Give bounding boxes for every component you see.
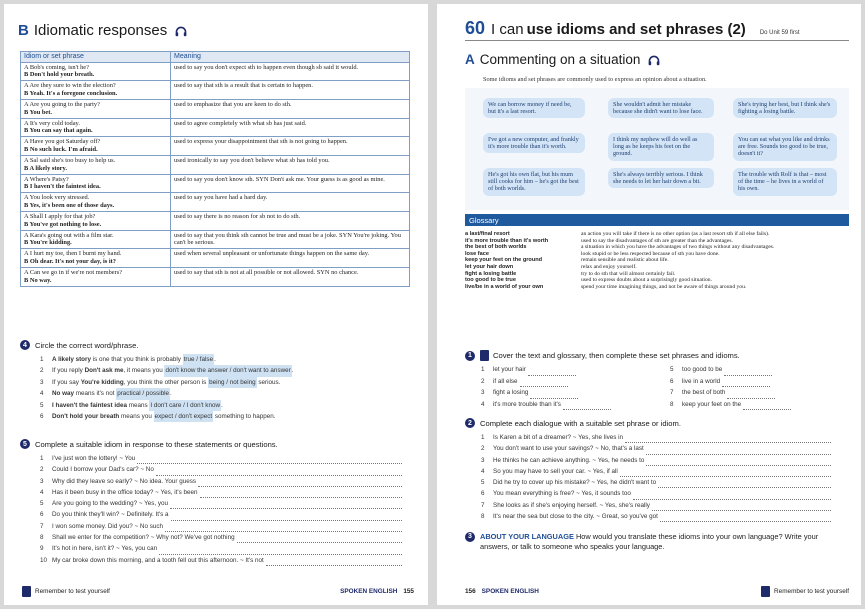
exercise-number: 5 [20,439,30,449]
speaker-a-line: A Are they sure to win the election? [24,82,116,90]
answer-options[interactable]: being / not being [208,377,257,388]
item-prompt: Has it been busy in the office today? ~ Yes, it's been [52,488,198,496]
section-a-heading [465,52,661,67]
section-b-heading [18,22,188,39]
exercise-item [481,477,831,488]
idiom-cell [21,174,171,193]
table-row [21,174,410,193]
item-number: 9 [40,545,44,553]
meaning-cell: used to agree completely with what sb has just said. [171,118,410,137]
answer-options[interactable]: don't know the answer / don't want to answer [164,365,291,376]
glossary-term: let your hair down [465,263,514,270]
exercise-item [40,543,402,554]
speaker-b-line: B You can say that again. [24,127,93,135]
answer-options[interactable]: practical / possible [116,388,170,399]
item-number: 2 [481,377,485,385]
glossary-entry [465,257,849,264]
exercise-number: 3 [465,532,475,542]
footer-reminder: Remember to test yourself [35,588,110,595]
item-number: 3 [481,456,485,464]
speaker-b-line: B You're kidding. [24,239,72,247]
speaker-a-line: A Have you got Saturday off? [24,138,101,146]
glossary-term: lose face [465,250,489,257]
table-row [21,268,410,287]
glossary-entry [465,284,849,291]
speech-bubble: You can eat what you like and drinks are free. Sounds too good to be true, doesn't it? [733,133,837,161]
meaning-cell: used to say you have had a hard day. [171,193,410,212]
left-page [4,4,428,605]
glossary-definition: used to say the disadvantages of sth are greater than the advantages. [581,237,733,244]
answer-blank[interactable] [743,404,791,410]
table-row [21,99,410,118]
page-number: 155 [403,588,414,595]
exercise-5-heading [20,439,278,449]
unit-note: Do Unit 59 first [759,30,800,36]
glossary-definition: relax and enjoy yourself. [581,263,637,270]
exercise-item [40,453,402,464]
item-number: 2 [40,367,44,375]
exercise-2-heading [465,418,681,428]
exercise-4-heading [20,340,138,350]
table-row [21,118,410,137]
glossary-definition: try to do sth that will almost certainly fail. [581,270,676,277]
table-row [21,81,410,100]
speaker-a-line: A Can we go in if we're not members? [24,269,123,277]
meaning-cell: used when several unpleasant or unfortunate things happen on the same day. [171,249,410,268]
item-number: 10 [40,556,48,564]
idiom-cell [21,230,171,249]
exercise-item [670,387,841,399]
speaker-a-line: A Bob's coming, isn't he? [24,63,89,71]
item-number: 4 [481,400,485,408]
item-number: 7 [481,501,485,509]
item-prompt: She looks as if she's enjoying herself. ~ Yes, she's really [493,501,650,509]
item-text: . [214,356,216,363]
unit-title-prefix: I can [491,21,524,38]
unit-number: 60 [465,18,486,38]
item-number: 4 [40,488,44,496]
exercise-4-list [40,354,410,422]
exercise-item [481,443,831,454]
item-text: , it means you [123,367,165,375]
answer-blank[interactable] [652,505,831,511]
speaker-b-line: B Yes, it's been one of those days. [24,202,115,209]
exercise-item [40,464,402,475]
item-number: 6 [481,490,485,498]
idiom-text: I haven't the faintest idea [52,401,127,409]
speech-bubble: I think my nephew will do well as long as he keeps his feet on the ground. [608,133,714,161]
right-footer [465,586,849,597]
speaker-a-line: A It's very cold today. [24,119,80,127]
exercise-item [40,476,402,487]
item-text: , you think the other person is [123,378,209,386]
item-prompt: You mean everything is free? ~ Yes, it sounds too [493,490,631,498]
answer-blank[interactable] [198,481,402,487]
item-text: means it's not [74,390,117,398]
idiom-cell [21,62,171,81]
item-prompt: if all else [493,377,518,385]
answer-blank[interactable] [266,560,402,566]
exercise-item [40,377,410,388]
glossary-entry [465,264,849,271]
meaning-cell: used to say that sth is not at all possible or not allowed. SYN no chance. [171,268,410,287]
exercise-number: 2 [465,418,475,428]
idiom-cell [21,268,171,287]
idiom-cell [21,81,171,100]
answer-blank[interactable] [200,492,403,498]
item-number: 5 [40,500,44,508]
item-text: . [221,401,223,409]
glossary-term: it's more trouble than it's worth [465,237,549,244]
idiom-cell [21,118,171,137]
item-prompt: fight a losing [493,389,529,396]
item-prompt: You don't want to use your savings? ~ No, that's a last [493,445,644,453]
speech-bubbles-panel [465,88,849,210]
exercise-item [40,411,410,422]
exercise-5-list [40,453,402,566]
item-number: 4 [40,390,44,398]
table-row [21,156,410,175]
idiom-cell [21,137,171,156]
exercise-title: Cover the text and glossary, then complete these set phrases and idioms. [493,351,740,360]
item-number: 1 [40,455,44,462]
answer-blank[interactable] [658,482,831,488]
exercise-item [40,388,410,399]
meaning-cell: used to say there is no reason for sb not to do sth. [171,212,410,231]
answer-blank[interactable] [646,449,831,455]
speaker-b-line: B No such luck. I'm afraid. [24,145,98,153]
meaning-cell: used ironically to say you don't believe what sb has told you. [171,156,410,175]
speaker-b-line: B A likely story. [24,164,67,172]
idiom-cell [21,249,171,268]
item-number: 3 [40,477,44,485]
item-text: If you say [52,378,81,386]
item-prompt: the best of both [682,389,726,396]
exercise-item [481,399,652,411]
item-prompt: Why did they leave so early? ~ No idea. Your guess [52,477,197,485]
idiom-text: You're kidding [80,378,124,386]
idiom-cell [21,156,171,175]
exercise-1-heading [465,350,740,361]
idioms-table [20,51,410,287]
audio-icon[interactable] [174,25,188,37]
item-number: 6 [40,511,44,519]
exercise-label: ABOUT YOUR LANGUAGE [480,532,574,541]
speaker-b-line: B You bet. [24,108,52,116]
item-prompt: I've just won the lottery! ~ You [52,455,136,462]
glossary-entry [465,231,849,238]
speaker-b-line: B Don't hold your breath. [24,71,95,79]
right-page [437,4,861,605]
speaker-a-line: A Are you going to the party? [24,100,100,108]
item-prompt: Are you going to the wedding? ~ Yes, you [52,500,169,508]
speaker-b-line: B You've got nothing to lose. [24,220,102,228]
item-prompt: It's hot in here, isn't it? ~ Yes, you can [52,545,158,553]
speech-bubble: The trouble with Rolf is that – most of the time – he lives in a world of his own. [733,168,837,196]
item-number: 1 [481,434,485,441]
glossary-entry [465,271,849,278]
exercise-item [670,376,841,388]
answer-blank[interactable] [646,460,831,466]
glossary-definition: spend your time imagining things, and not be aware of things around you. [581,283,747,290]
exercise-item [481,500,831,511]
item-number: 5 [40,401,44,409]
exercise-item [670,364,841,376]
item-prompt: Could I borrow your Dad's car? ~ No [52,466,154,474]
glossary-definition: used to express doubts about a surprisingly good situation. [581,277,712,284]
glossary-term: the best of both worlds [465,244,527,251]
glossary-definition: a situation in which you have the advantages of two things without any disadvantages. [581,244,775,251]
footer-section: SPOKEN ENGLISH [481,588,539,595]
item-number: 6 [670,377,674,385]
item-prompt: Did he try to cover up his mistake? ~ Yes, he didn't want to [493,479,657,487]
exercise-item [40,400,410,411]
section-title: Commenting on a situation [479,52,641,67]
exercise-text: How would you translate these idioms into your own language? Write your answers, or talk to someone who speaks your language. [480,532,819,551]
item-prompt: It's near the sea but close to the city. ~ Great, so you've got [493,513,658,521]
table-row [21,249,410,268]
glossary-term: a last/final resort [465,231,510,237]
item-number: 3 [481,389,485,396]
speaker-b-line: B Yeah. It's a foregone conclusion. [24,89,118,97]
exercise-item [481,432,831,443]
glossary-term: keep your feet on the ground [465,257,543,264]
speech-bubble: We can borrow money if need be, but it's a last resort. [483,98,585,118]
answer-blank[interactable] [625,437,831,443]
exercise-item [40,487,402,498]
idiom-text: No way [52,390,75,398]
idiom-text: Don't ask me [84,367,124,375]
table-row [21,212,410,231]
glossary-entry [465,277,849,284]
exercise-item [481,387,652,399]
exercise-item [40,498,402,509]
meaning-cell: used to emphasize that you are keen to do sth. [171,99,410,118]
meaning-cell: used to say that sth is a result that is certain to happen. [171,81,410,100]
item-prompt: live in a world [682,377,721,385]
item-prompt: I won some money. Did you? ~ No such [52,522,164,530]
idiom-cell [21,193,171,212]
book-icon [22,586,31,597]
speech-bubble: She's trying her best, but I think she's fighting a losing battle. [733,98,837,118]
footer-section: SPOKEN ENGLISH [340,588,398,595]
item-text: means you [119,413,154,421]
exercise-item [481,364,652,376]
idiom-text: Don't hold your breath [52,413,120,421]
answer-blank[interactable] [660,516,831,522]
exercise-item [670,399,841,411]
item-number: 8 [481,513,485,521]
exercise-title: Circle the correct word/phrase. [35,340,139,350]
answer-blank[interactable] [563,404,611,410]
glossary-definition: remain sensible and realistic about life. [581,257,669,264]
item-prompt: too good to be [682,366,723,373]
item-number: 2 [40,466,44,474]
speaker-a-line: A Shall I apply for that job? [24,213,96,221]
table-row [21,62,410,81]
exercise-item [40,555,402,566]
exercise-title: Complete a suitable idiom in response to these statements or questions. [35,439,278,449]
unit-title [465,18,800,39]
item-prompt: it's more trouble than it's [493,400,561,408]
item-prompt: Shall we enter for the competition? ~ Why not? We've got nothing [52,534,235,542]
speaker-a-line: A Sal said she's too busy to help us. [24,157,116,165]
speech-bubble: She wouldn't admit her mistake because she didn't want to lose face. [608,98,714,118]
meaning-cell: used to say you don't expect sth to happen even though sb said it would. [171,62,410,81]
answer-blank[interactable] [237,537,402,543]
item-number: 5 [670,366,674,373]
idiom-cell [21,212,171,231]
glossary-list [465,231,849,290]
meaning-cell: used to express your disappointment that sth is not going to happen. [171,137,410,156]
table-header: Idiom or set phrase [21,52,171,63]
speaker-b-line: B No way. [24,276,52,284]
footer-reminder: Remember to test yourself [774,588,849,595]
left-footer [22,586,414,597]
item-prompt: He thinks he can achieve anything. ~ Yes, he needs to [493,456,645,464]
item-prompt: My car broke down this morning, and a tooth fell out this afternoon. ~ It's not [52,556,264,564]
page-number: 156 [465,588,476,595]
item-number: 8 [670,400,674,408]
table-row [21,193,410,212]
speaker-a-line: A You look very stressed. [24,194,90,202]
item-prompt: So you may have to sell your car. ~ Yes, if all [493,467,618,475]
item-number: 7 [40,522,44,530]
exercise-title: Complete each dialogue with a suitable set phrase or idiom. [480,418,681,428]
speech-bubble: She's always terribly serious. I think she needs to let her hair down a bit. [608,168,714,188]
item-number: 6 [40,413,44,421]
item-prompt: keep your feet on the [682,400,742,408]
item-number: 7 [670,389,674,396]
item-text: serious. [256,378,281,386]
item-number: 3 [40,378,44,386]
item-number: 8 [40,534,44,542]
exercise-number: 1 [465,351,475,361]
item-number: 5 [481,479,485,487]
table-row [21,230,410,249]
speaker-a-line: A Kara's going out with a film star. [24,231,114,239]
answer-blank[interactable] [171,515,402,521]
exercise-2-list [481,432,831,522]
exercise-item [481,455,831,466]
item-number: 1 [40,356,44,363]
glossary-title: Glossary [465,214,849,226]
book-icon [761,586,770,597]
item-text: . [170,390,172,398]
glossary-definition: look stupid or be less respected because of sth you have done. [581,250,720,257]
exercise-item [481,376,652,388]
unit-title-main: use idioms and set phrases (2) [526,21,746,38]
exercise-item [40,521,402,532]
glossary-entry [465,244,849,251]
speaker-b-line: B Oh dear. It's not your day, is it? [24,258,116,266]
section-letter: B [18,22,29,39]
meaning-cell: used to say that you think sth cannot be true and must be a joke. SYN You're joking. You can't be serious. [171,230,410,249]
table-row [21,137,410,156]
idiom-cell [21,99,171,118]
exercise-item [481,488,831,499]
answer-options[interactable]: expect / don't expect [154,411,214,422]
exercise-3 [465,532,849,551]
title-divider [465,40,849,41]
answer-blank[interactable] [633,494,831,500]
speech-bubble: I've got a new computer, and frankly it's more trouble than it's worth. [483,133,585,153]
exercise-item [481,466,831,477]
exercise-item [481,511,831,522]
item-number: 4 [481,467,485,475]
glossary-term: too good to be true [465,277,516,284]
item-text: A likely story [52,356,91,363]
glossary-term: live/be in a world of your own [465,283,544,290]
answer-options[interactable]: I don't care / I don't know [149,400,221,411]
exercise-item [40,354,410,365]
item-number: 1 [481,366,485,373]
section-title: Idiomatic responses [33,22,168,39]
section-intro: Some idioms and set phrases are commonly used to express an opinion about a situation. [483,76,707,83]
item-text: means [126,401,150,409]
item-text: something to happen. [213,413,276,421]
speaker-a-line: A Where's Patsy? [24,175,69,183]
table-header: Meaning [171,52,410,63]
speech-bubble: He's got his own flat, but his mum still cooks for him – he's got the best of both worlds. [483,168,585,196]
exercise-item [40,509,402,520]
item-prompt: Do you think they'll win? ~ Definitely. It's a [52,511,169,519]
answer-blank[interactable] [137,458,402,464]
item-text: is one that you think is probably [90,356,183,363]
cover-book-icon [480,350,489,361]
exercise-number: 4 [20,340,30,350]
exercise-1-list [481,364,841,410]
answer-options[interactable]: true / false [183,354,214,365]
item-number: 2 [481,445,485,453]
glossary-definition: an action you will take if there is no other option (as a last resort sth if all else fails). [581,231,770,237]
item-prompt: Is Karen a bit of a dreamer? ~ Yes, she lives in [493,434,624,441]
speaker-b-line: B I haven't the faintest idea. [24,183,101,191]
audio-icon[interactable] [647,54,661,66]
exercise-item [40,365,410,376]
item-text: If you reply [52,367,85,375]
exercise-item [40,532,402,543]
answer-blank[interactable] [170,503,402,509]
item-prompt: let your hair [493,366,526,373]
glossary-term: fight a losing battle [465,270,517,277]
item-text: . [291,367,294,375]
section-letter: A [465,52,475,67]
meaning-cell: used to say you don't know sth. SYN Don't ask me. Your guess is as good as mine. [171,174,410,193]
speaker-a-line: A I hurt my toe, then I burnt my hand. [24,250,122,258]
